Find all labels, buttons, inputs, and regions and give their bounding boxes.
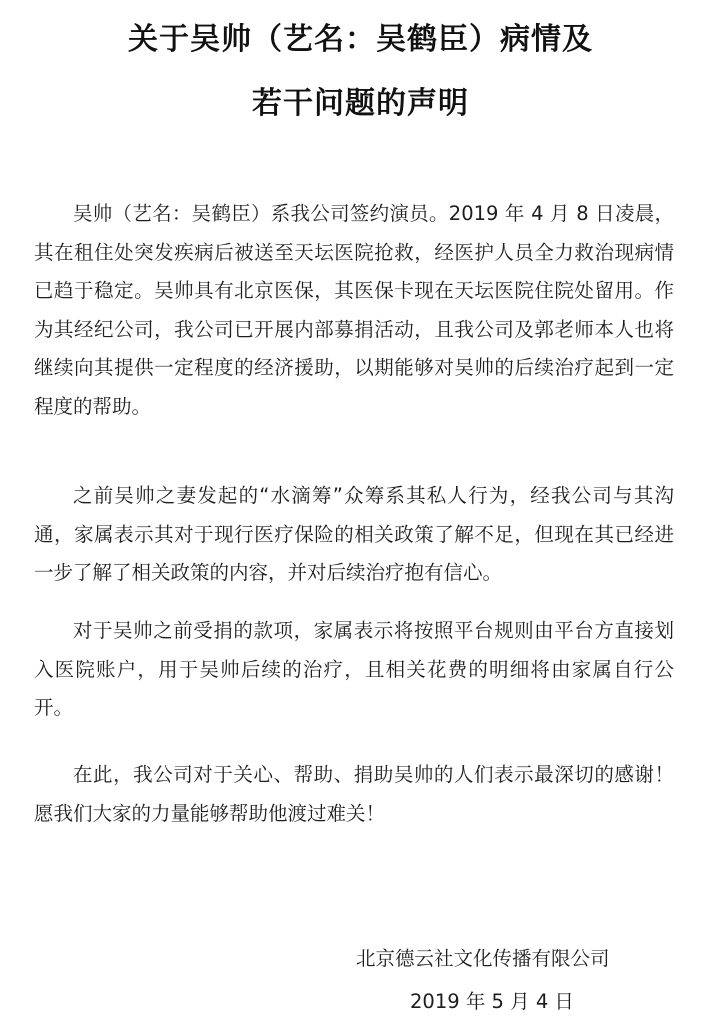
paragraph-4: 在此，我公司对于关心、帮助、捐助吴帅的人们表示最深切的感谢！愿我们大家的力量能够帮助他渡过难关！: [34, 763, 674, 825]
document-title-line-1: 关于吴帅（艺名：吴鹤臣）病情及: [128, 22, 593, 57]
paragraph-3: 对于吴帅之前受捐的款项，家属表示将按照平台规则由平台方直接划入医院账户，用于吴帅后续的治疗，且相关花费的明细将由家属自行公开。: [34, 619, 674, 719]
signature-date: 2019 年 5 月 4 日: [410, 990, 574, 1013]
paragraph-2: 之前吴帅之妻发起的“水滴筹”众筹系其私人行为，经我公司与其沟通，家属表示其对于现行医疗保险的相关政策了解不足，但现在其已经进一步了解了相关政策的内容，并对后续治疗抱有信心。: [34, 484, 674, 584]
document-title-line-2: 若干问题的声明: [252, 86, 469, 121]
signature-company: 北京德云社文化传播有限公司: [356, 947, 610, 970]
paragraph-1: 吴帅（艺名：吴鹤臣）系我公司签约演员。2019 年 4 月 8 日凌晨，其在租住处突发疾病后被送至天坛医院抢救，经医护人员全力救治现病情已趋于稳定。吴帅具有北京医保，其医保卡现在天坛医院住院处留用。作为其经纪公司，我公司已开展内部募捐活动，且我公司及郭老师本人也将继续向其提供一定程度的经济援助，以期能够对吴帅的后续治疗起到一定程度的帮助。: [34, 202, 674, 418]
